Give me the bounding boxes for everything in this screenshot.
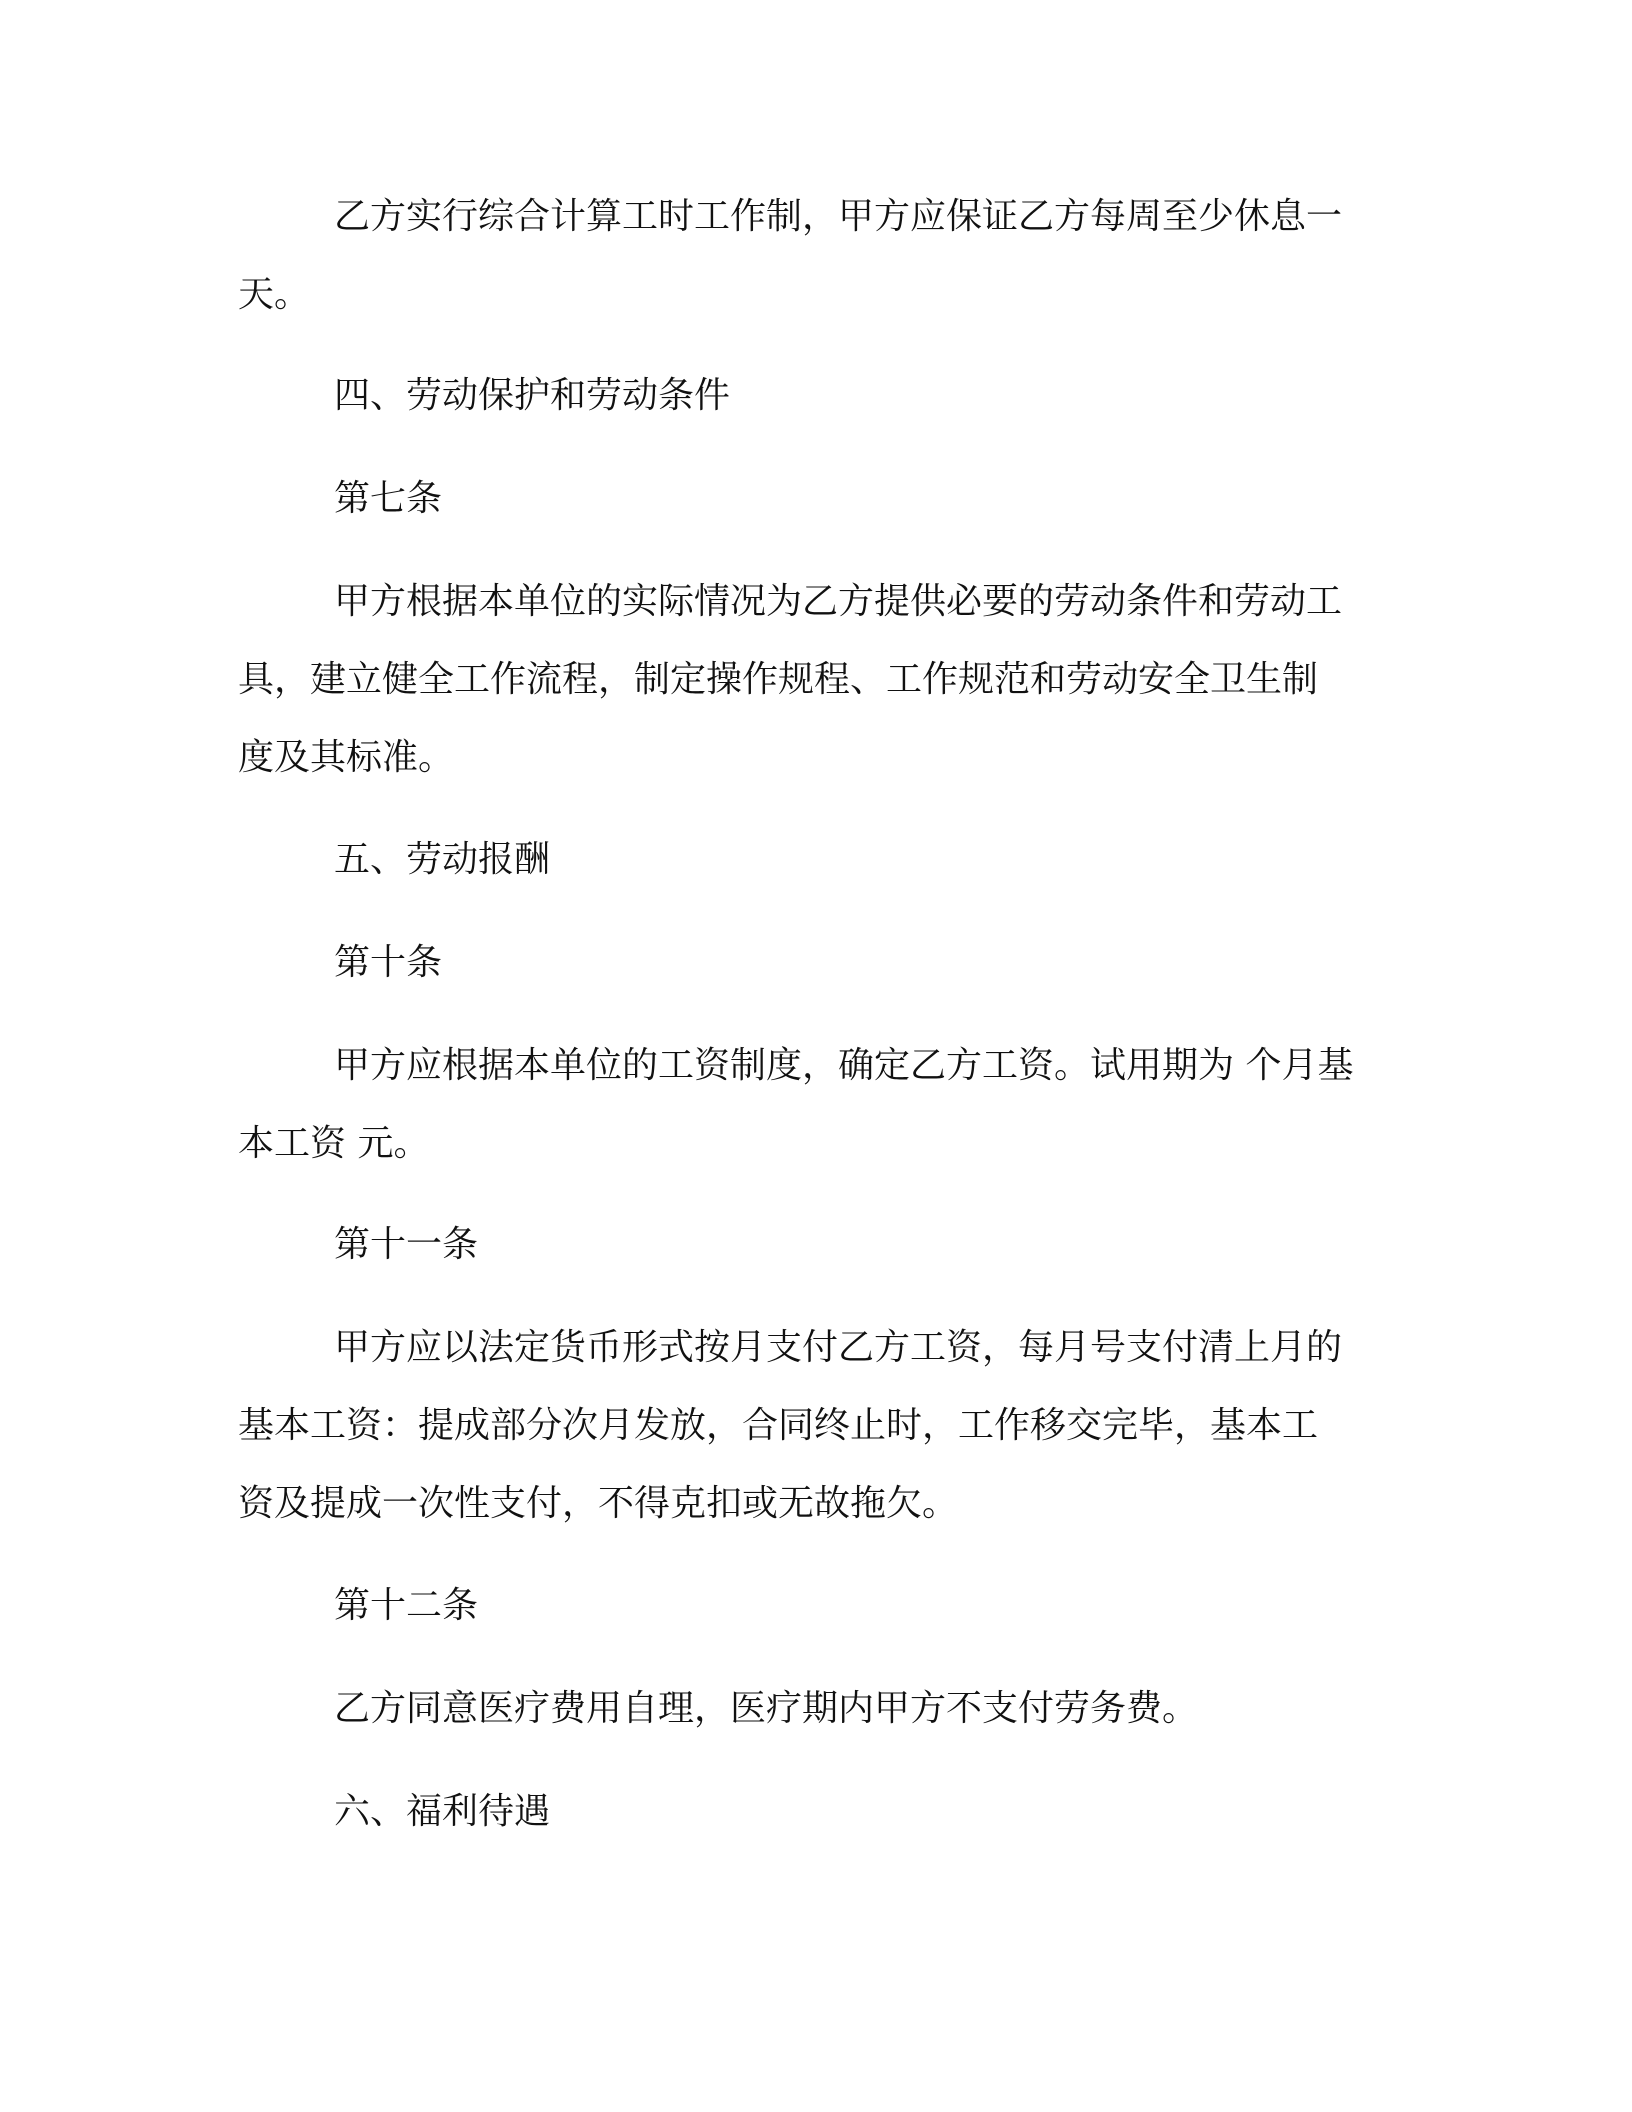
text-line: 第七条 <box>334 478 443 519</box>
paragraph-work-hours <box>238 178 1386 334</box>
text-line: 具，建立健全工作流程，制定操作规程、工作规范和劳动安全卫生制 <box>238 659 1319 700</box>
section-heading-remuneration <box>238 821 1386 899</box>
section-heading-welfare <box>238 1773 1386 1851</box>
text-line: 乙方实行综合计算工时工作制，甲方应保证乙方每周至少休息一 <box>334 196 1343 237</box>
text-line: 甲方应以法定货币形式按月支付乙方工资，每月号支付清上月的 <box>334 1327 1343 1368</box>
text-line: 五、劳动报酬 <box>334 839 551 880</box>
text-line: 四、劳动保护和劳动条件 <box>334 375 731 416</box>
text-line: 天。 <box>238 274 311 315</box>
article-heading-11 <box>238 1206 1386 1284</box>
article-heading-7 <box>238 460 1386 538</box>
paragraph-medical-expenses <box>238 1670 1386 1748</box>
article-heading-12 <box>238 1567 1386 1645</box>
text-line: 第十条 <box>334 942 443 983</box>
text-line: 甲方根据本单位的实际情况为乙方提供必要的劳动条件和劳动工 <box>334 581 1343 622</box>
text-line: 第十一条 <box>334 1224 479 1265</box>
paragraph-wage-system <box>238 1027 1386 1183</box>
text-line: 第十二条 <box>334 1585 479 1626</box>
text-line: 甲方应根据本单位的工资制度，确定乙方工资。试用期为 个月基 <box>334 1045 1354 1086</box>
text-line: 六、福利待遇 <box>334 1791 551 1832</box>
paragraph-labor-conditions <box>238 563 1386 797</box>
text-line: 乙方同意医疗费用自理，医疗期内甲方不支付劳务费。 <box>334 1688 1199 1729</box>
paragraph-wage-payment <box>238 1309 1386 1543</box>
text-line: 度及其标准。 <box>238 737 455 778</box>
text-line: 基本工资：提成部分次月发放，合同终止时，工作移交完毕，基本工 <box>238 1405 1319 1446</box>
text-line: 本工资 元。 <box>238 1123 430 1164</box>
text-line: 资及提成一次性支付，不得克扣或无故拖欠。 <box>238 1483 959 1524</box>
section-heading-labor-protection <box>238 357 1386 435</box>
article-heading-10 <box>238 924 1386 1002</box>
